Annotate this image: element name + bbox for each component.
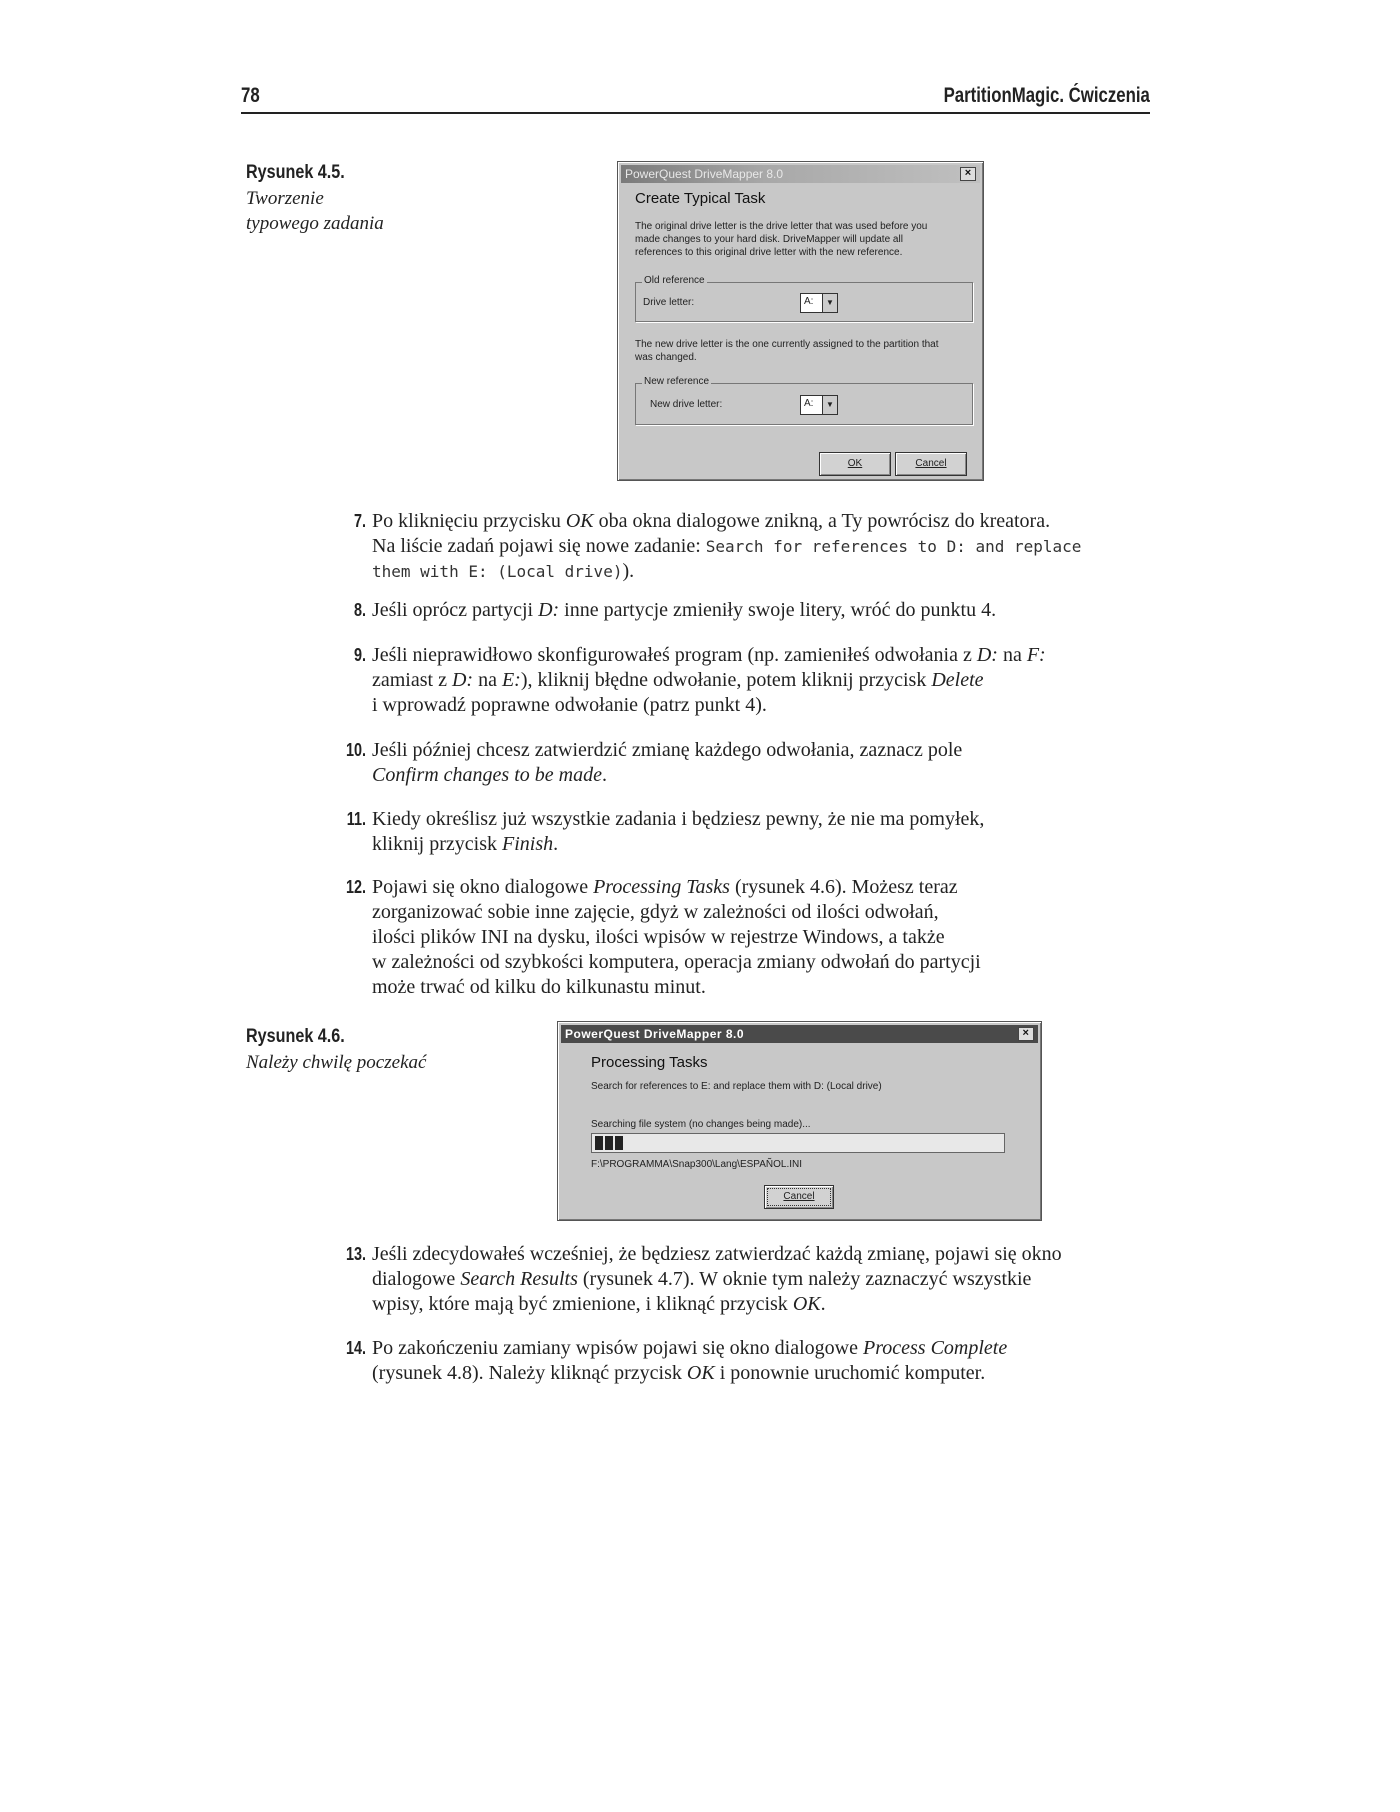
drive-letter-select[interactable] [800, 293, 838, 313]
group-legend: Old reference [644, 275, 705, 286]
figure-label: Rysunek 4.5. [246, 162, 345, 183]
figure-label: Rysunek 4.6. [246, 1026, 345, 1047]
dialog-title: PowerQuest DriveMapper 8.0 [625, 167, 784, 181]
progress-bar [591, 1133, 1005, 1153]
book-title: PartitionMagic. Ćwiczenia [943, 84, 1150, 107]
description-line: was changed. [635, 352, 697, 363]
new-drive-letter-select[interactable] [800, 395, 838, 415]
chevron-down-icon[interactable]: ▼ [822, 396, 837, 414]
selected-value: A: [804, 398, 814, 409]
item-text: Kiedy określisz już wszystkie zadania i będziesz pewny, że nie ma pomyłek, kliknij przycisk Finish. [372, 808, 985, 855]
new-reference-description [635, 338, 975, 364]
item-number: 10. [345, 740, 366, 760]
task-description: Search for references to E: and replace them with D: (Local drive) [591, 1081, 882, 1092]
item-number: 13. [345, 1244, 366, 1264]
selected-value: A: [804, 296, 814, 307]
close-icon[interactable]: × [960, 167, 976, 181]
item-text: Jeśli zdecydowałeś wcześniej, że będziesz zatwierdzać każdą zmianę, pojawi się okno dialogowe Search Results (rysunek 4.7). W oknie tym należy zaznaczyć wszystkie wpisy, które mają być zmienione, i kliknąć przycisk OK. [372, 1243, 1062, 1315]
dialog-heading: Create Typical Task [635, 190, 766, 207]
item-number: 9. [353, 645, 366, 665]
description-line: The original drive letter is the drive letter that was used before you [635, 221, 928, 232]
progress-block [595, 1136, 603, 1150]
current-file-path: F:\PROGRAMMA\Snap300\Lang\ESPAÑOL.INI [591, 1159, 803, 1170]
caption-line: Tworzenie [246, 188, 324, 209]
dialog-description [635, 220, 975, 259]
old-reference-group [635, 275, 973, 322]
item-number: 12. [345, 877, 366, 897]
dialog-title: PowerQuest DriveMapper 8.0 [565, 1027, 745, 1041]
figure-caption: Należy chwilę poczekać [246, 1052, 427, 1073]
drive-letter-label: Drive letter: [643, 297, 695, 308]
progress-block [605, 1136, 613, 1150]
dialog-titlebar [561, 1025, 1038, 1043]
ok-button[interactable]: OK [819, 452, 891, 476]
caption-line: typowego zadania [246, 213, 384, 234]
progress-block [615, 1136, 623, 1150]
close-icon[interactable]: × [1018, 1027, 1034, 1041]
new-reference-group [635, 376, 973, 425]
item-number: 11. [346, 809, 366, 829]
create-typical-task-dialog [617, 161, 984, 481]
dialog-heading: Processing Tasks [591, 1054, 708, 1071]
status-text: Searching file system (no changes being made)... [591, 1119, 811, 1130]
item-number: 14. [345, 1338, 366, 1358]
figure-caption [246, 186, 384, 236]
new-drive-letter-label: New drive letter: [650, 399, 723, 410]
item-number: 7. [353, 511, 366, 531]
item-text: Jeśli później chcesz zatwierdzić zmianę każdego odwołania, zaznacz pole Confirm changes to be made. [372, 739, 963, 786]
item-text: Jeśli oprócz partycji D: inne partycje zmieniły swoje litery, wróć do punktu 4. [372, 599, 997, 621]
chevron-down-icon[interactable]: ▼ [822, 294, 837, 312]
cancel-button[interactable]: Cancel [895, 452, 967, 476]
item-text: Pojawi się okno dialogowe Processing Tasks (rysunek 4.6). Możesz teraz zorganizować sobie inne zajęcie, gdyż w zależności od ilości odwołań, ilości plików INI na dysku, ilości wpisów w rejestrze Windows, a także w zależności od szybkości komputera, operacja zmiany odwołań do partycji może trwać od kilku do kilkunastu minut. [372, 876, 981, 998]
description-line: made changes to your hard disk. DriveMapper will update all [635, 234, 903, 245]
processing-tasks-dialog [557, 1021, 1042, 1221]
item-text: Po zakończeniu zamiany wpisów pojawi się okno dialogowe Process Complete (rysunek 4.8). Należy kliknąć przycisk OK i ponownie uruchomić komputer. [372, 1337, 1008, 1384]
cancel-button[interactable]: Cancel [764, 1185, 834, 1209]
page-header [241, 84, 1150, 114]
group-legend: New reference [644, 376, 710, 387]
item-number: 8. [353, 600, 366, 620]
item-text: Jeśli nieprawidłowo skonfigurowałeś program (np. zamieniłeś odwołania z D: na F: zamiast z D: na E:), kliknij błędne odwołanie, potem kliknij przycisk Delete i wprowadź poprawne odwołanie (patrz punkt 4). [372, 644, 1046, 716]
description-line: references to this original drive letter with the new reference. [635, 247, 903, 258]
dialog-titlebar [621, 165, 980, 183]
description-line: The new drive letter is the one currently assigned to the partition that [635, 339, 939, 350]
page-number: 78 [241, 84, 260, 107]
item-text: Po kliknięciu przycisku OK oba okna dialogowe znikną, a Ty powrócisz do kreatora. Na liście zadań pojawi się nowe zadanie: Search for references to D: and replace them with E: (Local drive)). [372, 510, 1082, 582]
